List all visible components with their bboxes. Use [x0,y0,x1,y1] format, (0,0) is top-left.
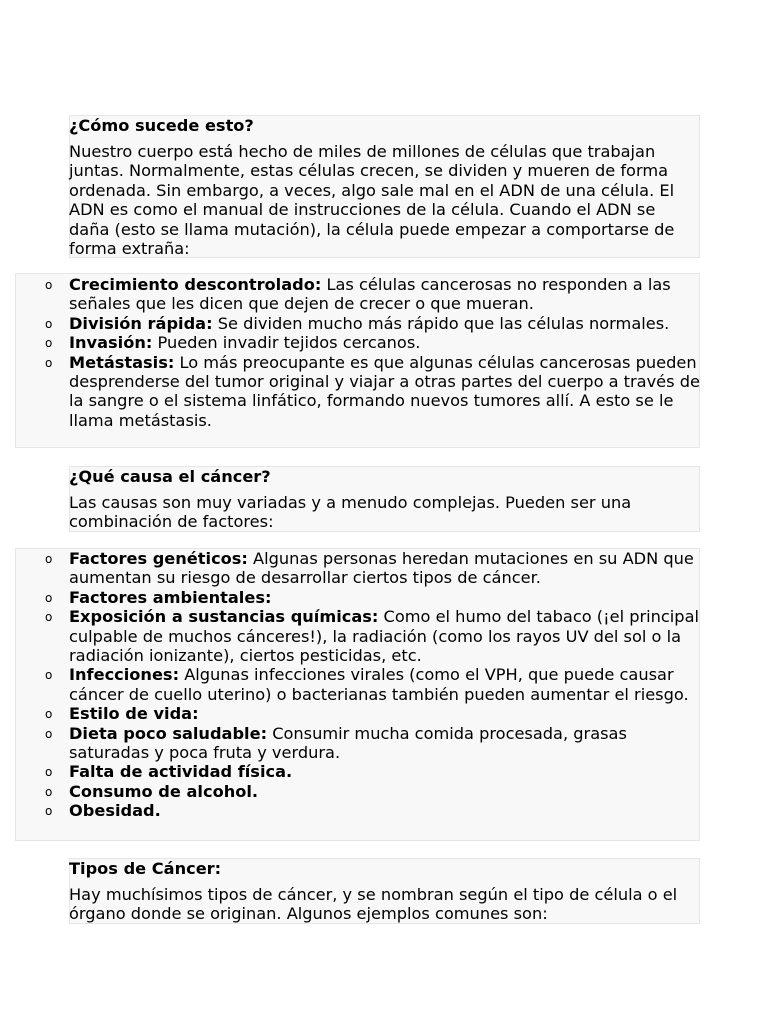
bullet-icon: o [45,784,53,799]
list-item: o Infecciones: Algunas infecciones virales (como el VPH, que puede causar cáncer de cuello uterino) o bacterianas también pueden aumentar el riesgo. [45,665,689,704]
list-item: o Metástasis: Lo más preocupante es que algunas células cancerosas pueden desprenderse del tumor original y viajar a otras partes del cuerpo a través de la sangre o el sistema linfático, formando nuevos tumores allí. A esto se le llama metástasis. [45,352,700,430]
list-item: o Obesidad. [45,801,161,821]
bullet-icon: o [45,726,53,741]
list-item: o Dieta poco saludable: Consumir mucha comida procesada, grasas saturadas y poca fruta y verdura. [45,723,627,763]
bullet-icon: o [45,316,53,331]
bullet-icon: o [45,278,53,292]
bullet-icon: o [45,552,53,566]
section-heading-tipos-de-cancer: Tipos de Cáncer: [69,859,222,878]
list-item: o Estilo de vida: [45,704,199,724]
bullet-icon: o [45,336,53,351]
list-item: o División rápida: Se dividen mucho más rápido que las células normales. [45,313,670,333]
list-item: o Consumo de alcohol. [45,781,259,801]
list-item: o Falta de actividad física. [45,762,293,782]
section-heading-como-sucede: ¿Cómo sucede esto? [69,116,254,135]
section-paragraph-que-causa: Las causas son muy variadas y a menudo complejas. Pueden ser una combinación de factores: [69,493,632,532]
bullet-icon: o [45,355,53,370]
mutation-effects-list [0,275,700,430]
section-paragraph-tipos-de-cancer: Hay muchísimos tipos de cáncer, y se nombran según el tipo de célula o el órgano donde se originan. Algunos ejemplos comunes son: [69,885,678,924]
bullet-icon: o [45,590,53,605]
bullet-icon: o [45,765,53,780]
section-heading-que-causa: ¿Qué causa el cáncer? [69,467,271,486]
list-item: o Invasión: Pueden invadir tejidos cercanos. [45,333,421,353]
bullet-icon: o [45,804,53,819]
bullet-icon: o [45,668,53,683]
bullet-icon: o [45,707,53,722]
list-item: o Factores genéticos: Algunas personas heredan mutaciones en su ADN que aumentan su riesgo de desarrollar ciertos tipos de cáncer. [45,549,694,588]
list-item: o Crecimiento descontrolado: Las células cancerosas no responden a las señales que les dicen que dejen de crecer o que mueran. [45,275,671,314]
cancer-causes-list [0,549,700,821]
list-item: o Factores ambientales: [45,587,272,607]
section-paragraph-como-sucede: Nuestro cuerpo está hecho de miles de millones de células que trabajan juntas. Normalmente, estas células crecen, se dividen y mueren de forma ordenada. Sin embargo, a veces, algo sale mal en el ADN de una célula. El ADN es como el manual de instrucciones de la célula. Cuando el ADN se daña (esto se llama mutación), la célula puede empezar a comportarse de forma extraña: [69,142,675,259]
list-item: o Exposición a sustancias químicas: Como el humo del tabaco (¡el principal culpable de muchos cánceres!), la radiación (como los rayos UV del sol o la radiación ionizante), ciertos pesticidas, etc. [45,607,699,666]
bullet-icon: o [45,610,53,625]
